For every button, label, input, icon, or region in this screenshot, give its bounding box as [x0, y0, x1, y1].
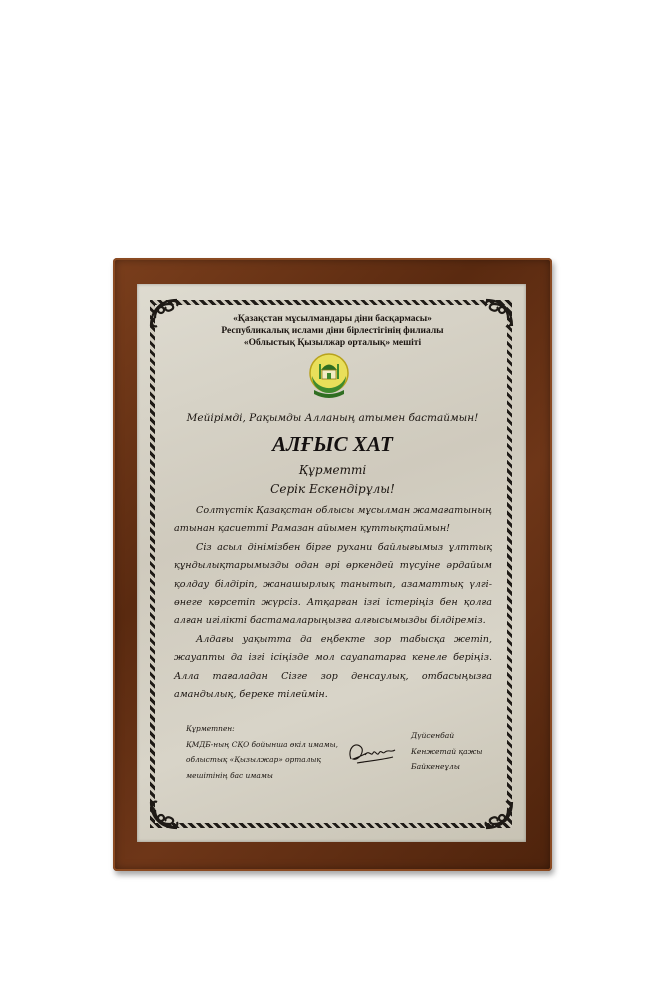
letter-body — [174, 502, 492, 704]
recipient-name: Серік Ескендірұлы! — [270, 482, 395, 496]
name-line: Кенжетай қажы — [411, 746, 483, 756]
header-organization: «Қазақстан мұсылмандары діни басқармасы» — [233, 314, 432, 324]
position-line: ҚМДБ-ның СҚО бойынша өкіл имамы, — [186, 739, 338, 749]
paragraph: Солтүстік Қазақстан облысы мұсылман жамағатының атынан қасиетті Рамазан айымен құттықтаймын! — [174, 505, 492, 535]
name-line: Дүйсенбай — [411, 731, 455, 740]
handwritten-signature — [345, 735, 400, 767]
mosque-emblem-icon — [302, 350, 356, 400]
name-line: Байкенеұлы — [411, 762, 460, 771]
header-mosque: «Облыстық Қызылжар орталық» мешіті — [243, 338, 422, 348]
signatory-name — [411, 728, 511, 775]
respect-label: Құрметпен: — [186, 724, 235, 733]
position-line: облыстық «Қызылжар» орталық — [186, 755, 321, 764]
corner-ornament-icon — [482, 798, 516, 832]
document-title: АЛҒЫС ХАТ — [272, 432, 393, 456]
header-branch: Республикалық ислами діни бірлестігінің филиалы — [221, 326, 444, 336]
paragraph: Сіз асыл дінімізбен бірге рухани байлығымыз ұлттық құндылықтарымызды одан әрі өркендей түсуіне әрдайым қолдау білдіріп, жанашырлық танытып, азаматтық үлгі-өнеге көрсетіп жүрсіз. Атқарған ізгі істеріңіз бен қолға алған игілікті бастамаларыңызға алғысымызды білдіреміз. — [174, 541, 492, 627]
signatory-position — [186, 721, 356, 783]
salutation: Құрметті — [298, 463, 367, 477]
basmala-line: Мейірімді, Рақымды Алланың атымен бастаймын! — [186, 412, 479, 424]
position-line: мешітінің бас имамы — [186, 770, 273, 780]
paragraph: Алдағы уақытта да еңбекте зор табысқа жетіп, жауапты да ізгі ісіңізде мол сауапатарға кенеле беріңіз. Алла тағаладан Сізге зор денсаулық, отбасыңызға амандылық, береке тілеймін. — [174, 633, 492, 701]
corner-ornament-icon — [147, 798, 181, 832]
